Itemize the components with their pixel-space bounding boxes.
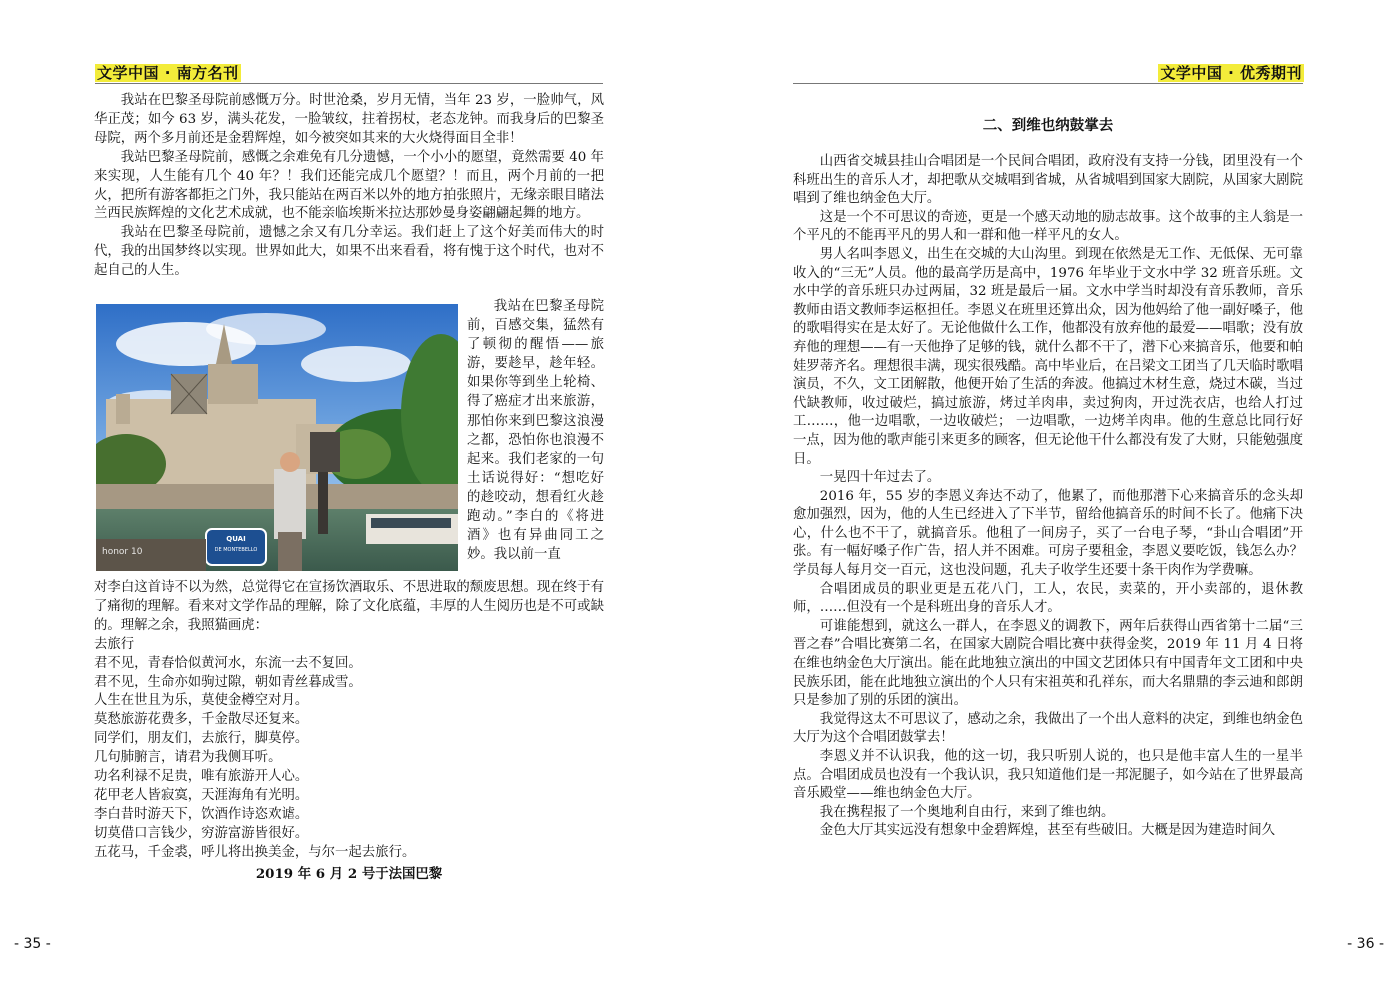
- paragraph: 李恩义并不认识我，他的这一切，我只听别人说的，也只是他丰富人生的一星半点。合唱团成员也没有一个我认识，我只知道他们是一邦泥腿子，如今站在了世界最高音乐殿堂——维也纳金色大厅。: [793, 749, 1303, 802]
- right-body-text: [793, 153, 1303, 841]
- right-page-header: [1158, 62, 1304, 83]
- section-title: 二、到维也纳鼓掌去: [982, 118, 1114, 134]
- paragraph: 我站在巴黎圣母院前，遗憾之余又有几分幸运。我们赶上了这个好美而伟大的时代，我的出国梦终以实现。世界如此大，如果不出来看看，将有愧于这个时代，也对不起自己的人生。: [94, 225, 604, 279]
- header-divider: [793, 83, 1303, 84]
- street-sign-line2: DE MONTEBELLO: [214, 547, 258, 553]
- photo-watermark: honor 10: [102, 547, 143, 557]
- page-number: - 36 -: [1347, 936, 1384, 952]
- poem-line: 莫愁旅游花费多，千金散尽还复来。: [94, 712, 309, 728]
- left-top-text: [94, 92, 604, 281]
- paragraph: 对李白这首诗不以为然，总觉得它在宣扬饮酒取乐、不思进取的颓废思想。现在终于有了痛彻的理解。看来对文学作品的理解，除了文化底蕴，丰厚的人生阅历也是不可或缺的。理解之余，我照猫画虎：: [94, 580, 604, 633]
- poem-line: 李白昔时游天下，饮酒作诗恣欢谑。: [94, 806, 309, 822]
- paragraph: 可谁能想到，就这么一群人，在李恩义的调教下，两年后获得山西省第十二届“三晋之春”合唱比赛第二名，在国家大剧院合唱比赛中获得金奖，2019 年 11 月 4 日将在维也纳金色大厅演出。能在此地独立演出的中国文艺团体只有中国青年文工团和中央民族乐团，能在此地独立演出的个人只有宋祖英和孔祥东，而大名鼎鼎的李云迪和郎朗只是参加了别的乐团的演出。: [793, 618, 1303, 709]
- signature-date: 2019 年 6 月 2 号于法国巴黎: [255, 865, 443, 882]
- paragraph: 2016 年，55 岁的李恩义奔达不动了，他累了，而他那潜下心来搞音乐的念头却愈加强烈，因为，他的人生已经进入了下半节，留给他搞音乐的时间不长了。他痛下决心，什么也不干了，就搞音乐。他租了一间房子，买了一台电子琴，“卦山合唱团”开张。有一幅好嗓子作广告，招人并不困难。可房子要租金，李恩义要吃饭，钱怎么办？学员每人每月交一百元，这也没问题，孔夫子收学生还要十条干肉作为学费嘛。: [793, 488, 1303, 579]
- poem-line: 功名利禄不足贵，唯有旅游开人心。: [94, 769, 309, 785]
- notre-dame-photo: [96, 304, 458, 571]
- paragraph: 金色大厅其实远没有想象中金碧辉煌，甚至有些破旧。大概是因为建造时间久: [819, 823, 1276, 839]
- header-title: 文学中国 · 南方名刊: [97, 64, 239, 82]
- paragraph: 我站在巴黎圣母院前，百感交集，猛然有了顿彻的醒悟——旅游，要趁早，趁年轻。如果你等到坐上轮椅、得了癌症才出来旅游，那怕你来到巴黎这浪漫之都，恐怕你也浪漫不起来。我们老家的一句土话说得好：“想吃好的趁咬动，想看红火趁跑动。”李白的《将进酒》也有异曲同工之妙。我以前一直: [467, 299, 604, 563]
- right-page: [699, 0, 1398, 982]
- paragraph: 我站巴黎圣母院前，感慨之余难免有几分遗憾，一个小小的愿望，竟然需要 40 年来实现，人生能有几个 40 年？！我们还能完成几个愿望？！而且，两个月前的一把火，把所有游客都拒之门外，我只能站在两百米以外的地方拍张照片，无缘亲眼目睹法兰西民族辉煌的文化艺术成就，也不能亲临埃斯米拉达那妙曼身姿翩翩起舞的地方。: [94, 149, 604, 222]
- paragraph: 男人名叫李恩义，出生在交城的大山沟里。到现在依然是无工作、无低保、无可靠收入的“三无”人员。他的最高学历是高中，1976 年毕业于文水中学 32 班音乐班。文水中学的音乐班只办过两届，32 班是最后一届。文水中学当时却没有音乐教师，音乐教师由语文教师李运枢担任。李恩义在班里还算出众，因为他妈给了他一副好嗓子，他的歌唱得实在是太好了。无论他做什么工作，他都没有放弃他的最爱——唱歌；没有放弃他的理想——有一天他挣了足够的钱，就什么都不干了，潜下心来搞音乐，他要和帕娃罗蒂齐名。理想很丰满，现实很残酷。高中毕业后，在吕梁文工团当了几天临时歌唱演员，不久，文工团解散，他便开始了生活的奔波。他搞过木材生意，烧过木碳，当过代缺教师，收过破烂，搞过旅游，烤过羊肉串，卖过狗肉，开过洗衣店，也给人打过工……，他一边唱歌，一边收破烂； 一边唱歌，一边烤羊肉串。他的生意总比同行好一点，因为他的歌声能引来更多的顾客，但无论他干什么都没有发了大财，只能勉强度日。: [793, 246, 1303, 467]
- poem-line: 几句肺腑言，请君为我侧耳听。: [94, 750, 282, 766]
- poem-line: 花甲老人皆寂寞，天涯海角有光明。: [94, 787, 309, 803]
- left-page-header: [95, 62, 241, 83]
- poem-line: 人生在世且为乐，莫使金樽空对月。: [94, 693, 309, 709]
- paragraph: 我觉得这太不可思议了，感动之余，我做出了一个出人意料的决定，到维也纳金色大厅为这个合唱团鼓掌去！: [793, 711, 1303, 746]
- left-side-text: [467, 297, 604, 564]
- paragraph: 这是一个不可思议的奇迹，更是一个感天动地的励志故事。这个故事的主人翁是一个平凡的不能再平凡的男人和一群和他一样平凡的女人。: [793, 209, 1303, 244]
- paragraph: 我在携程报了一个奥地利自由行，来到了维也纳。: [819, 804, 1115, 820]
- street-sign-line1: QUAI: [226, 535, 246, 543]
- poem-line: 五花马，千金裘，呼儿将出换美金，与尔一起去旅行。: [94, 844, 416, 860]
- poem-line: 同学们，朋友们，去旅行，脚莫停。: [94, 731, 309, 747]
- paragraph: 合唱团成员的职业更是五花八门，工人，农民，卖菜的，开小卖部的，退休教师，……但没有一个是科班出身的音乐人才。: [793, 581, 1303, 616]
- header-title: 文学中国 · 优秀期刊: [1160, 64, 1302, 82]
- poem-line: 君不见，青春恰似黄河水，东流一去不复回。: [94, 655, 362, 671]
- paragraph: 一晃四十年过去了。: [819, 470, 941, 486]
- page-number: - 35 -: [14, 936, 51, 952]
- header-divider: [95, 83, 603, 84]
- poem: [94, 636, 604, 863]
- poem-line: 切莫借口言钱少，穷游富游皆很好。: [94, 825, 309, 841]
- poem-title: 去旅行: [94, 636, 135, 652]
- paragraph: 我站在巴黎圣母院前感慨万分。时世沧桑，岁月无情，当年 23 岁，一脸帅气，风华正茂；如今 63 岁，满头花发，一脸皱纹，拄着拐杖，老态龙钟。而我身后的巴黎圣母院，两个多月前还是金碧辉煌，如今被突如其来的大火烧得面目全非！: [94, 93, 604, 146]
- poem-line: 君不见，生命亦如驹过隙，朝如青丝暮成雪。: [94, 674, 362, 690]
- left-bottom-text: [94, 579, 604, 884]
- paragraph: 山西省交城县挂山合唱团是一个民间合唱团，政府没有支持一分钱，团里没有一个科班出生的音乐人才，却把歌从交城唱到省城，从省城唱到国家大剧院，从国家大剧院唱到了维也纳金色大厅。: [793, 154, 1303, 207]
